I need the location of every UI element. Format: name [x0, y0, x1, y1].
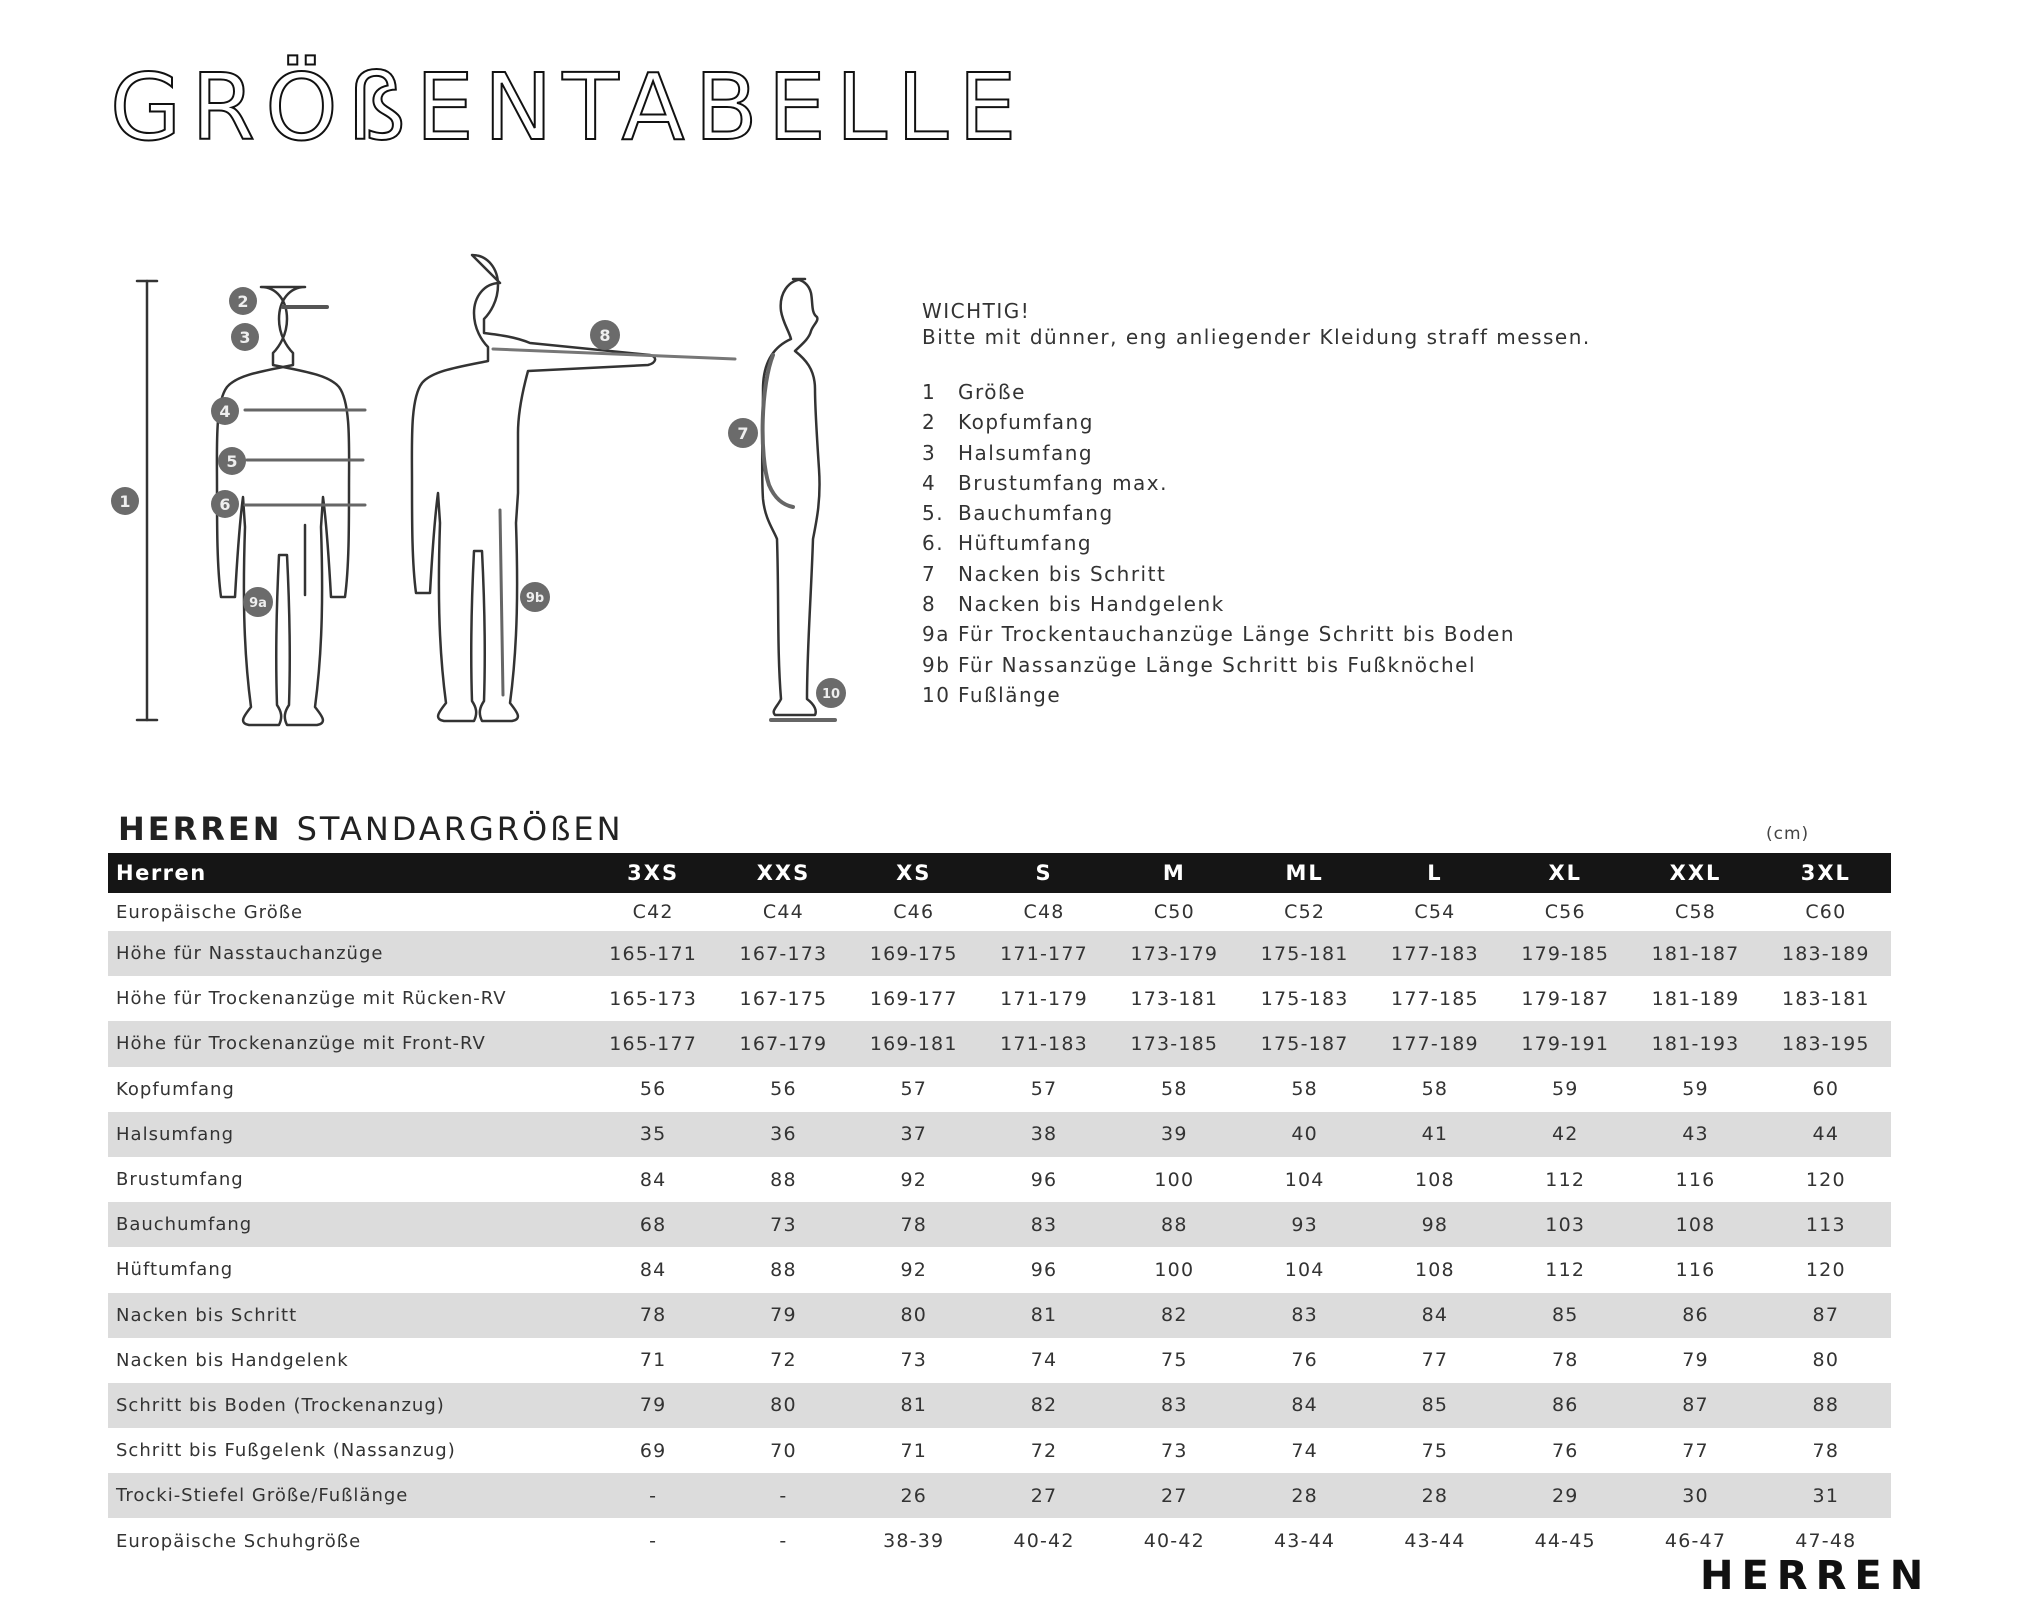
row-label: Schritt bis Fußgelenk (Nassanzug): [116, 1440, 456, 1462]
table-cell: 41: [1370, 1112, 1500, 1157]
notes-item: [922, 589, 1722, 619]
marker-1: [111, 487, 139, 515]
table-cell: C56: [1544, 901, 1586, 923]
table-cell: 84: [639, 1168, 667, 1191]
row-label: Europäische Schuhgröße: [116, 1530, 362, 1552]
table-cell: 40: [1239, 1112, 1369, 1157]
table-cell: 80: [718, 1383, 848, 1428]
table-cell: 88: [1109, 1202, 1239, 1247]
table-cell: 100: [1154, 1258, 1195, 1281]
table-cell: 96: [1030, 1168, 1058, 1191]
table-cell: 30: [1630, 1473, 1760, 1518]
section-heading-bold: HERREN: [118, 810, 283, 848]
row-label: Nacken bis Schritt: [108, 1293, 588, 1338]
table-cell: 58: [1421, 1078, 1449, 1101]
row-label: Schritt bis Boden (Trockenanzug): [108, 1383, 588, 1428]
table-cell: 108: [1414, 1258, 1455, 1281]
notes-item-text: Nacken bis Schritt: [958, 561, 1167, 586]
table-row: [108, 1112, 1891, 1157]
marker-2: [229, 287, 257, 315]
svg-text:2: 2: [237, 292, 249, 311]
row-label: Trocki-Stiefel Größe/Fußlänge: [108, 1473, 588, 1518]
notes-item-number: 10: [922, 682, 951, 707]
table-cell: 73: [718, 1202, 848, 1247]
marker-3: [231, 323, 259, 351]
table-cell: 42: [1500, 1112, 1630, 1157]
table-row: [108, 1021, 1891, 1066]
table-row: [108, 1067, 1891, 1112]
table-row: [108, 1383, 1891, 1428]
table-cell: 120: [1805, 1258, 1846, 1281]
table-cell: 44: [1761, 1112, 1891, 1157]
table-cell: C58: [1675, 901, 1717, 923]
notes-item-text: Brustumfang max.: [958, 470, 1168, 495]
section-heading-light: STANDARGRÖßEN: [296, 810, 624, 848]
table-cell: C42: [632, 901, 674, 923]
table-cell: 171-179: [1000, 987, 1088, 1010]
table-cell: 37: [849, 1112, 979, 1157]
table-cell: 28: [1239, 1473, 1369, 1518]
table-cell: C54: [1414, 901, 1456, 923]
table-cell: 38: [979, 1112, 1109, 1157]
table-cell: 112: [1545, 1168, 1586, 1191]
table-cell: 28: [1370, 1473, 1500, 1518]
table-cell: 56: [639, 1078, 667, 1101]
table-cell: 92: [900, 1168, 928, 1191]
table-row: [108, 976, 1891, 1021]
size-table-header: [108, 853, 1891, 893]
table-cell: 57: [1030, 1078, 1058, 1101]
table-cell: -: [588, 1473, 718, 1518]
table-cell: 76: [1291, 1349, 1318, 1372]
table-cell: 85: [1370, 1383, 1500, 1428]
body-measurement-illustration: [95, 265, 885, 765]
notes-item-text: Kopfumfang: [958, 410, 1094, 435]
size-table: [108, 853, 1891, 1564]
marker-8: [590, 320, 620, 350]
table-cell: 116: [1675, 1168, 1716, 1191]
table-cell: 183-189: [1761, 931, 1891, 976]
table-cell: 77: [1421, 1349, 1449, 1372]
table-cell: 92: [900, 1258, 928, 1281]
notes-item: [922, 559, 1722, 589]
section-heading: [118, 810, 624, 848]
table-cell: 71: [900, 1439, 928, 1462]
notes-item-number: 2: [922, 410, 937, 435]
marker-5: [218, 447, 246, 475]
table-cell: 100: [1154, 1168, 1195, 1191]
table-cell: 59: [1551, 1078, 1579, 1101]
table-cell: 169-181: [849, 1021, 979, 1066]
row-label: Höhe für Trockenanzüge mit Front-RV: [108, 1021, 588, 1066]
table-cell: 177-185: [1391, 987, 1479, 1010]
header-label: Herren: [108, 853, 588, 893]
notes-item: [922, 407, 1722, 437]
table-cell: 36: [718, 1112, 848, 1157]
table-cell: 43-44: [1274, 1530, 1336, 1553]
table-cell: 181-189: [1651, 987, 1740, 1010]
row-label: Höhe für Trockenanzüge mit Rücken-RV: [116, 988, 507, 1010]
table-cell: 75: [1421, 1439, 1449, 1462]
table-cell: 116: [1675, 1258, 1716, 1281]
header-size: L: [1370, 853, 1500, 893]
table-cell: 104: [1284, 1168, 1325, 1191]
notes-item-number: 9b: [922, 652, 951, 677]
table-cell: 177-189: [1370, 1021, 1500, 1066]
notes-heading: WICHTIG!: [922, 299, 1031, 323]
table-cell: 83: [979, 1202, 1109, 1247]
table-cell: 181-187: [1630, 931, 1760, 976]
svg-text:6: 6: [219, 495, 231, 514]
table-row: [108, 1518, 1891, 1563]
svg-text:4: 4: [219, 402, 231, 421]
table-cell: 84: [1239, 1383, 1369, 1428]
table-cell: 87: [1761, 1293, 1891, 1338]
table-cell: 77: [1682, 1439, 1709, 1462]
notes-item: [922, 377, 1722, 407]
table-cell: 78: [1551, 1349, 1579, 1372]
table-cell: 179-187: [1521, 987, 1610, 1010]
header-size: XXS: [718, 853, 848, 893]
table-row: [108, 931, 1891, 976]
notes-item-text: Bauchumfang: [958, 501, 1114, 526]
table-cell: C44: [762, 901, 804, 923]
table-cell: C52: [1284, 901, 1326, 923]
header-size: 3XL: [1761, 853, 1891, 893]
table-cell: 59: [1682, 1078, 1709, 1101]
marker-9b: [520, 582, 550, 612]
notes-item-text: Größe: [958, 380, 1026, 404]
notes-item-number: 3: [922, 440, 937, 465]
table-cell: 68: [588, 1202, 718, 1247]
unit-label: (cm): [1766, 824, 1810, 844]
table-cell: C50: [1153, 901, 1195, 923]
svg-text:3: 3: [239, 328, 251, 347]
table-cell: 38-39: [883, 1530, 945, 1553]
table-cell: 169-175: [849, 931, 979, 976]
table-cell: 79: [588, 1383, 718, 1428]
row-label: Nacken bis Handgelenk: [116, 1349, 349, 1371]
row-label: Kopfumfang: [116, 1078, 235, 1100]
marker-7: [728, 418, 758, 448]
table-cell: 83: [1109, 1383, 1239, 1428]
table-cell: 165-177: [588, 1021, 718, 1066]
table-cell: -: [779, 1530, 788, 1553]
table-cell: 73: [1161, 1439, 1188, 1462]
svg-text:1: 1: [119, 492, 131, 511]
table-cell: 167-175: [739, 987, 828, 1010]
table-cell: 47-48: [1795, 1530, 1857, 1553]
table-cell: -: [718, 1473, 848, 1518]
table-cell: 40-42: [1013, 1530, 1075, 1553]
header-size: M: [1109, 853, 1239, 893]
table-row: [108, 1157, 1891, 1202]
table-cell: 29: [1500, 1473, 1630, 1518]
table-row: [108, 1202, 1891, 1247]
figure-front: [412, 255, 735, 721]
table-cell: 86: [1500, 1383, 1630, 1428]
notes-item: [922, 650, 1722, 680]
row-label: Brustumfang: [116, 1169, 244, 1191]
svg-text:7: 7: [737, 424, 749, 443]
table-cell: 73: [900, 1349, 928, 1372]
header-size: XL: [1500, 853, 1630, 893]
table-cell: 177-183: [1370, 931, 1500, 976]
table-cell: 175-181: [1239, 931, 1369, 976]
svg-text:9b: 9b: [525, 591, 545, 606]
table-cell: 179-185: [1500, 931, 1630, 976]
table-cell: 27: [1109, 1473, 1239, 1518]
table-row: [108, 1428, 1891, 1473]
svg-text:8: 8: [599, 326, 611, 345]
table-cell: 58: [1291, 1078, 1318, 1101]
notes-item: [922, 619, 1722, 649]
marker-10: [816, 678, 846, 708]
figure-back: [217, 287, 365, 725]
table-row: [108, 1293, 1891, 1338]
table-cell: 69: [639, 1439, 667, 1462]
table-cell: 26: [849, 1473, 979, 1518]
table-cell: -: [649, 1530, 658, 1553]
table-cell: 103: [1500, 1202, 1630, 1247]
table-cell: 43: [1630, 1112, 1760, 1157]
table-cell: 58: [1161, 1078, 1188, 1101]
table-cell: 76: [1551, 1439, 1579, 1462]
table-cell: 56: [770, 1078, 797, 1101]
table-cell: 78: [849, 1202, 979, 1247]
table-row: [108, 1338, 1891, 1383]
header-size: 3XS: [588, 853, 718, 893]
table-cell: 88: [1761, 1383, 1891, 1428]
table-cell: 120: [1805, 1168, 1846, 1191]
table-cell: 84: [1370, 1293, 1500, 1338]
table-cell: 87: [1630, 1383, 1760, 1428]
row-label: Europäische Größe: [116, 901, 304, 923]
footer-heading-cut: HERREN: [1700, 1553, 1932, 1599]
header-size: S: [979, 853, 1109, 893]
measurement-notes: [922, 298, 1722, 710]
table-cell: 71: [639, 1349, 667, 1372]
row-label: Bauchumfang: [108, 1202, 588, 1247]
table-cell: 85: [1500, 1293, 1630, 1338]
notes-item: [922, 438, 1722, 468]
table-cell: 179-191: [1500, 1021, 1630, 1066]
table-cell: 74: [1291, 1439, 1318, 1462]
marker-4: [211, 397, 239, 425]
marker-6: [211, 490, 239, 518]
table-cell: 78: [1812, 1439, 1840, 1462]
table-cell: 169-177: [869, 987, 958, 1010]
table-cell: 88: [770, 1258, 797, 1281]
table-cell: 82: [1109, 1293, 1239, 1338]
row-label: Hüftumfang: [116, 1259, 234, 1281]
table-cell: 84: [639, 1258, 667, 1281]
notes-item: [922, 498, 1722, 528]
table-cell: 165-173: [609, 987, 698, 1010]
table-cell: 81: [849, 1383, 979, 1428]
notes-subheading: Bitte mit dünner, eng anliegender Kleidung straff messen.: [922, 325, 1591, 349]
notes-item-number: 7: [922, 561, 937, 586]
page-title: GRÖßENTABELLE: [110, 54, 1027, 161]
notes-item-text: Halsumfang: [958, 440, 1094, 465]
table-cell: 167-173: [718, 931, 848, 976]
table-cell: C48: [1023, 901, 1065, 923]
table-cell: 175-183: [1260, 987, 1349, 1010]
table-row: [108, 1247, 1891, 1292]
table-row: [108, 893, 1891, 931]
table-cell: 39: [1109, 1112, 1239, 1157]
table-cell: 46-47: [1664, 1530, 1727, 1553]
table-cell: 86: [1630, 1293, 1760, 1338]
notes-item-text: Fußlänge: [958, 682, 1062, 707]
notes-item-number: 1: [922, 380, 937, 404]
table-cell: 74: [1030, 1349, 1058, 1372]
header-size: XXL: [1630, 853, 1760, 893]
notes-item-text: Hüftumfang: [958, 531, 1093, 556]
svg-text:5: 5: [226, 452, 238, 471]
notes-item-text: Für Trockentauchanzüge Länge Schritt bis Boden: [958, 622, 1515, 647]
marker-9a: [243, 587, 273, 617]
table-cell: 60: [1812, 1078, 1840, 1101]
figure-side: [762, 279, 835, 720]
table-cell: 72: [770, 1349, 797, 1372]
table-cell: 175-187: [1239, 1021, 1369, 1066]
table-cell: 173-179: [1109, 931, 1239, 976]
table-cell: 80: [849, 1293, 979, 1338]
notes-item: [922, 528, 1722, 558]
table-cell: 173-185: [1109, 1021, 1239, 1066]
table-row: [108, 1473, 1891, 1518]
table-cell: 82: [979, 1383, 1109, 1428]
table-cell: 171-177: [979, 931, 1109, 976]
table-cell: 27: [979, 1473, 1109, 1518]
table-cell: 81: [979, 1293, 1109, 1338]
table-cell: 88: [770, 1168, 797, 1191]
svg-text:10: 10: [821, 687, 841, 702]
row-label: Halsumfang: [108, 1112, 588, 1157]
table-cell: 31: [1761, 1473, 1891, 1518]
table-cell: 40-42: [1143, 1530, 1205, 1553]
table-cell: 93: [1239, 1202, 1369, 1247]
table-cell: 35: [588, 1112, 718, 1157]
table-cell: 43-44: [1404, 1530, 1466, 1553]
notes-item-number: 8: [922, 592, 937, 617]
notes-item: [922, 680, 1722, 710]
table-cell: 70: [770, 1439, 797, 1462]
notes-item-number: 6.: [922, 531, 945, 556]
table-cell: 113: [1761, 1202, 1891, 1247]
table-cell: 80: [1812, 1349, 1840, 1372]
header-size: XS: [849, 853, 979, 893]
table-cell: 181-193: [1630, 1021, 1760, 1066]
notes-item-number: 9a: [922, 622, 950, 647]
table-cell: 171-183: [979, 1021, 1109, 1066]
notes-item-number: 5.: [922, 501, 945, 526]
table-cell: C60: [1805, 901, 1847, 923]
table-cell: 165-171: [588, 931, 718, 976]
table-cell: 183-181: [1781, 987, 1870, 1010]
notes-list: [922, 377, 1722, 710]
table-cell: 57: [900, 1078, 928, 1101]
table-cell: 183-195: [1761, 1021, 1891, 1066]
table-cell: 108: [1630, 1202, 1760, 1247]
header-size: ML: [1239, 853, 1369, 893]
table-cell: 104: [1284, 1258, 1325, 1281]
table-cell: 98: [1370, 1202, 1500, 1247]
table-cell: 44-45: [1534, 1530, 1596, 1553]
notes-item-number: 4: [922, 470, 937, 495]
table-cell: 78: [588, 1293, 718, 1338]
notes-item: [922, 468, 1722, 498]
table-cell: 72: [1030, 1439, 1058, 1462]
table-cell: 75: [1161, 1349, 1188, 1372]
table-cell: 173-181: [1130, 987, 1219, 1010]
row-label: Höhe für Nasstauchanzüge: [108, 931, 588, 976]
notes-item-text: Nacken bis Handgelenk: [958, 592, 1225, 617]
table-cell: 112: [1545, 1258, 1586, 1281]
table-cell: 96: [1030, 1258, 1058, 1281]
table-cell: 79: [1682, 1349, 1709, 1372]
table-cell: 79: [718, 1293, 848, 1338]
table-cell: 167-179: [718, 1021, 848, 1066]
table-cell: 108: [1414, 1168, 1455, 1191]
table-cell: C46: [893, 901, 935, 923]
svg-text:9a: 9a: [249, 596, 267, 611]
notes-item-text: Für Nassanzüge Länge Schritt bis Fußknöchel: [958, 652, 1477, 677]
table-cell: 83: [1239, 1293, 1369, 1338]
